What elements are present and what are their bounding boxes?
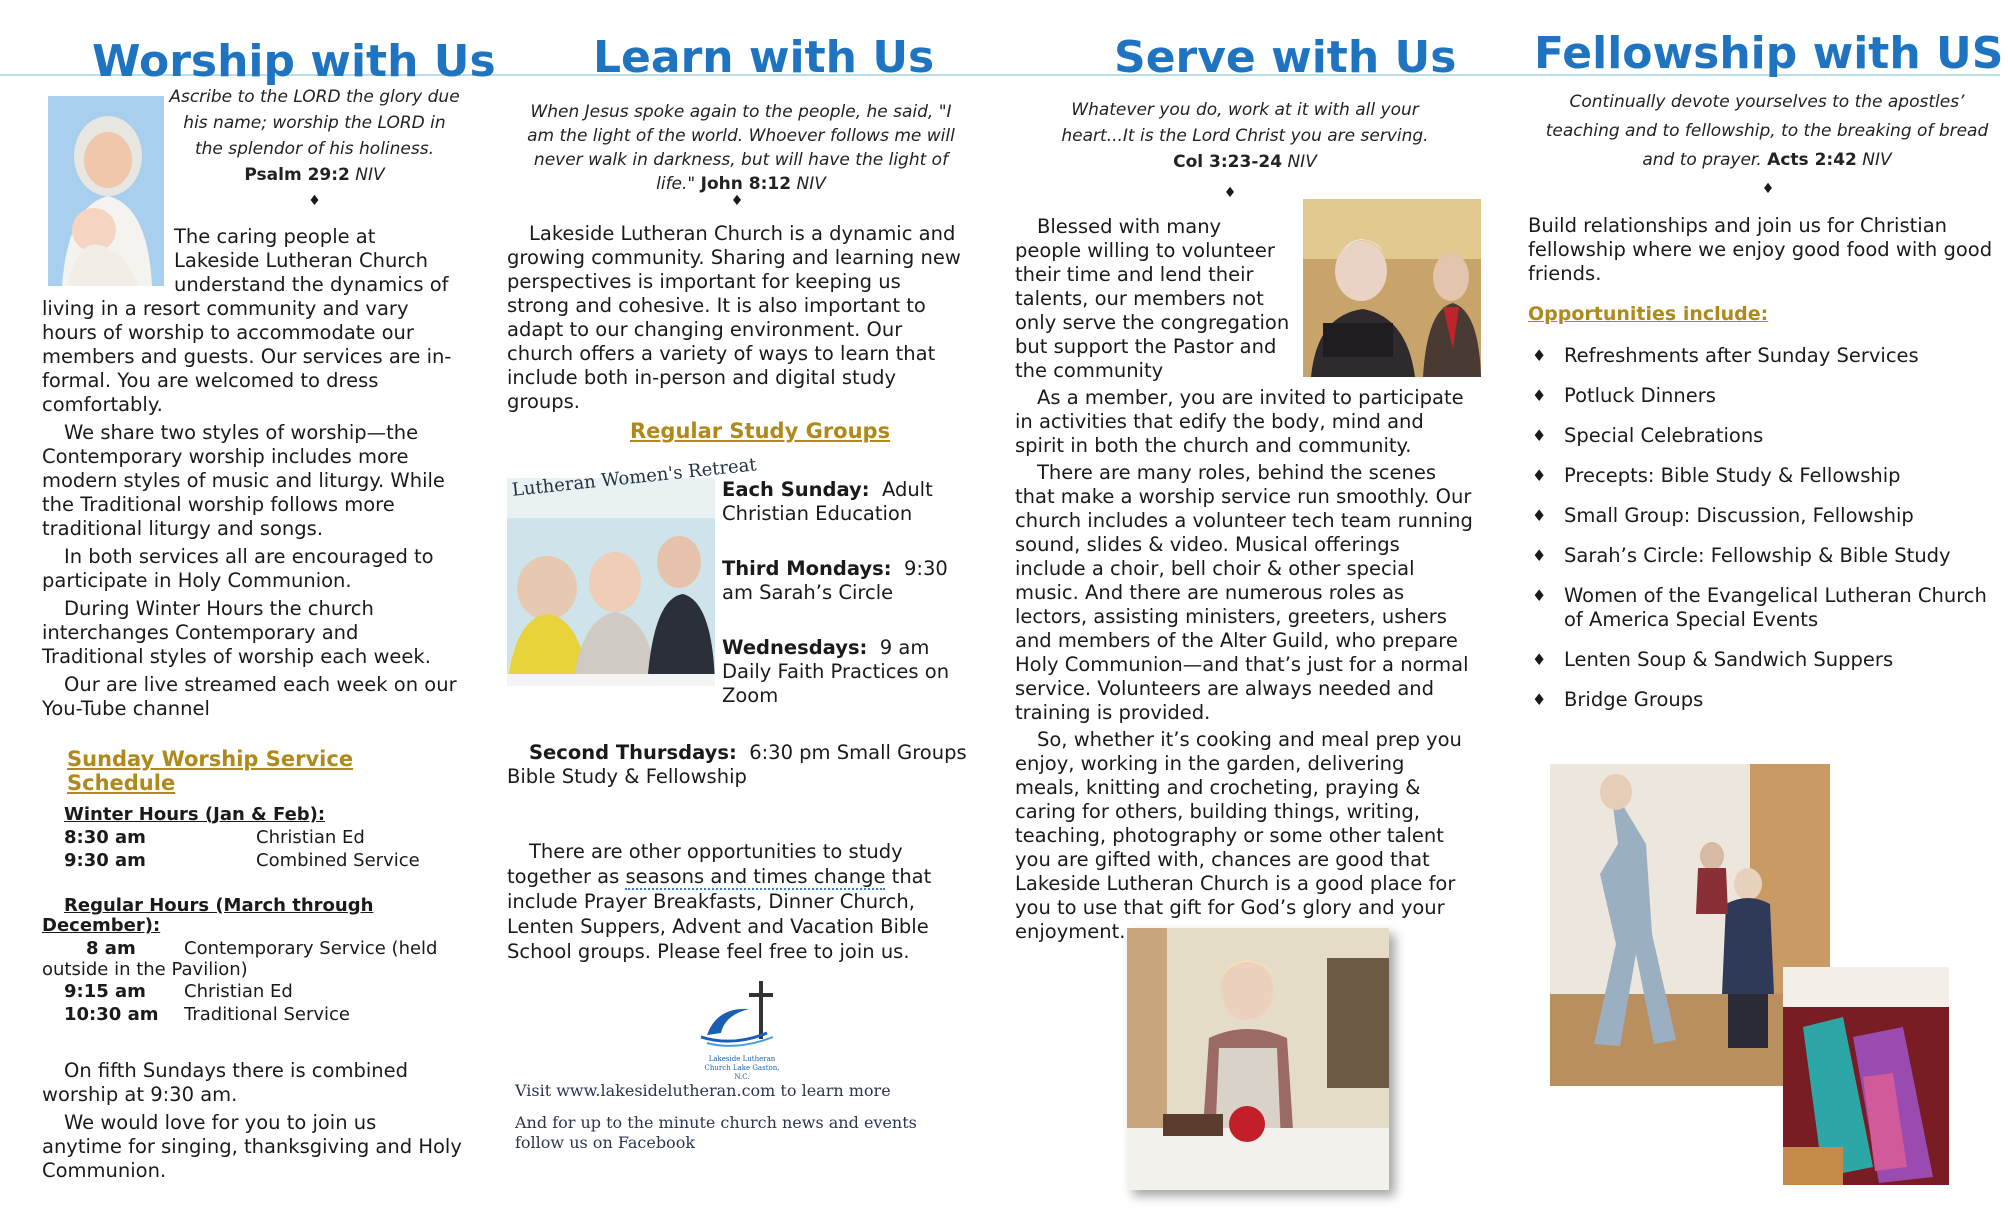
- worship-p3: In both services all are encouraged to participate in Holy Communion.: [42, 545, 434, 592]
- list-item: ♦ Women of the Evangelical Lutheran Church of America Special Events: [1528, 584, 2000, 632]
- worship-p6: On fifth Sundays there is combined worship at 9:30 am.: [42, 1059, 408, 1106]
- fellowship-p1: Build relationships and join us for Christian fellowship where we enjoy good food with good friends.: [1528, 214, 1993, 285]
- church-logo: [697, 977, 787, 1081]
- learn-p1: Lakeside Lutheran Church is a dynamic and growing community. Sharing and learning new perspectives is important for keeping us strong and cohesive. It is also important to adapt to our changing environment. Our church offers a variety of ways to learn that include both in-person and digital study groups.: [507, 222, 961, 413]
- worship-quote: Ascribe to the LORD the glory due his name; worship the LORD in the splendor of his holiness. Psalm 29:2 NIV: [169, 87, 460, 185]
- fellowship-title: Fellowship with US: [1534, 28, 2004, 79]
- photo-banner-text: Lutheran Women's Retreat: [511, 454, 758, 501]
- worship-p7: We would love for you to join us anytime for singing, thanksgiving and Holy Communion.: [42, 1111, 462, 1182]
- worship-p1: The caring people at Lakeside Lutheran Church understand the dynamics of living in a resort community and vary hours of worship to accommodate our members and guests. Our services are in-formal. You are welcomed to dress comfortably.: [42, 225, 452, 416]
- learn-column: [507, 0, 967, 1214]
- serve-title: Serve with Us: [1114, 32, 1457, 83]
- fellowship-body: [1528, 214, 2000, 286]
- opportunities-heading: Opportunities include:: [1528, 303, 1769, 325]
- schedule-row: [42, 849, 462, 872]
- serve-quote: Whatever you do, work at it with all your heart...It is the Lord Christ you are serving. Col 3:23-24 NIV: [1061, 100, 1429, 172]
- regular-heading: Regular Hours (March through December):: [42, 895, 374, 936]
- serve-p3: There are many roles, behind the scenes that make a worship service run smoothly. Our church includes a volunteer tech team running sound, slides & video. Musical offerings include a choir, bell choir & other special music. And there are numerous roles as lectors, assisting ministers, greeters, ushers and members of the Alter Guild, who prepare Holy Communion—and that’s just for a normal service. Volunteers are always needed and training is provided.: [1015, 461, 1473, 724]
- facebook-text: And for up to the minute church news and events follow us on Facebook: [515, 1113, 917, 1152]
- opportunities-list: [1528, 344, 2000, 728]
- fellowship-diamond: ♦: [1761, 181, 1775, 197]
- seasons-link: seasons and times change: [625, 865, 886, 888]
- study-groups-heading: Regular Study Groups: [630, 419, 891, 443]
- schedule-row: [42, 980, 462, 1003]
- worship-p5: Our are live streamed each week on our You-Tube channel: [42, 673, 457, 720]
- worship-p2: We share two styles of worship—the Contemporary worship includes more modern styles of music and liturgy. While the Traditional worship follows more traditional liturgy and songs.: [42, 421, 445, 540]
- photo-wrap-space: [42, 225, 174, 287]
- learn-body: [507, 222, 967, 414]
- worship-p4: During Winter Hours the church interchanges Contemporary and Traditional styles of worship each week.: [42, 597, 431, 668]
- schedule-row: [42, 1003, 462, 1026]
- schedule-row: [42, 938, 462, 980]
- knitting-photo: [1783, 967, 1949, 1185]
- list-item: ♦ Refreshments after Sunday Services: [1528, 344, 2000, 368]
- serve-body: [1015, 215, 1475, 944]
- serve-p4: So, whether it’s cooking and meal prep you enjoy, working in the garden, delivering meals, knitting and crocheting, praying & caring for others, building things, writing, teaching, photography or some other talent you are gifted with, chances are good that Lakeside Lutheran Church is a good place for you to use that gift for God’s glory and your enjoyment.: [1015, 728, 1462, 943]
- schedule-event: Christian Ed: [256, 827, 365, 848]
- schedule-event: Contemporary Service (held outside in the Pavilion): [42, 938, 438, 980]
- fellowship-quote: Continually devote yourselves to the apostles’ teaching and to fellowship, to the breaking of bread and to prayer. Acts 2:42 NIV: [1545, 92, 1989, 170]
- winter-heading: Winter Hours (Jan & Feb):: [64, 804, 326, 825]
- serve-p2: As a member, you are invited to participate in activities that edify the body, mind and spirit in both the church and community.: [1015, 386, 1464, 457]
- learn-quote-ref: John 8:12: [700, 174, 792, 194]
- retreat-photo: [507, 454, 758, 686]
- visit-text: Visit www.lakesidelutheran.com to learn more: [515, 1081, 891, 1100]
- list-item: ♦ Precepts: Bible Study & Fellowship: [1528, 464, 2000, 488]
- schedule-heading: Sunday Worship Service Schedule: [67, 747, 354, 795]
- learn-diamond: ♦: [730, 193, 744, 209]
- worship-quote-ref: Psalm 29:2: [244, 165, 350, 185]
- schedule-time: 8 am: [86, 938, 136, 959]
- worship-column: [42, 0, 496, 1214]
- list-item: ♦ Potluck Dinners: [1528, 384, 2000, 408]
- schedule-event: Traditional Service: [184, 1004, 350, 1025]
- worship-title: Worship with Us: [92, 36, 496, 87]
- logo-caption: Lakeside Lutheran Church Lake Gaston, N.C.: [704, 1055, 780, 1081]
- schedule-time: 9:30 am: [64, 850, 146, 871]
- schedule-event: Combined Service: [256, 850, 420, 871]
- study-groups-list: [722, 478, 967, 708]
- worship-closing: [42, 1059, 462, 1183]
- learn-quote: When Jesus spoke again to the people, he said, "I am the light of the world. Whoever follows me will never walk in darkness, but will have the light of life." John 8:12 NIV: [527, 102, 955, 194]
- serve-column: [1015, 0, 1475, 1214]
- fellowship-quote-ref: Acts 2:42: [1767, 150, 1857, 170]
- photo-wrap-space: [1291, 215, 1475, 375]
- winter-schedule: [42, 803, 462, 872]
- fellowship-column: [1528, 0, 2004, 1214]
- schedule-time: 10:30 am: [64, 1004, 159, 1025]
- kitchen-photo: [1127, 928, 1389, 1190]
- worship-diamond: ♦: [308, 193, 321, 209]
- list-item: ♦ Bridge Groups: [1528, 688, 2000, 712]
- group-item: Third Mondays: 9:30 am Sarah’s Circle: [722, 557, 948, 604]
- list-item: ♦ Small Group: Discussion, Fellowship: [1528, 504, 2000, 528]
- serve-diamond: ♦: [1223, 185, 1237, 201]
- list-item: ♦ Lenten Soup & Sandwich Suppers: [1528, 648, 2000, 672]
- regular-schedule: [42, 896, 462, 1026]
- schedule-event: Christian Ed: [184, 981, 293, 1002]
- group-item: Wednesdays: 9 am Daily Faith Practices on Zoom: [722, 636, 950, 707]
- learn-p2: There are other opportunities to study together as seasons and times change that include Prayer Breakfasts, Dinner Church, Lenten Suppers, Advent and Vacation Bible School groups. Please feel free to join us.: [507, 840, 932, 963]
- list-item: ♦ Sarah’s Circle: Fellowship & Bible Study: [1528, 544, 2000, 568]
- worship-body: [42, 225, 462, 721]
- schedule-time: 9:15 am: [64, 981, 146, 1002]
- serve-quote-ref: Col 3:23-24: [1173, 152, 1283, 172]
- learn-title: Learn with Us: [593, 32, 935, 83]
- schedule-row: [42, 826, 462, 849]
- list-item: ♦ Special Celebrations: [1528, 424, 2000, 448]
- serve-p1: Blessed with many people willing to volunteer their time and lend their talents, our members not only serve the congregation but support the Pastor and the community: [1015, 215, 1475, 383]
- group-item: Each Sunday: Adult Christian Education: [722, 478, 933, 525]
- schedule-time: 8:30 am: [64, 827, 146, 848]
- group-item-thursdays: Second Thursdays: 6:30 pm Small Groups Bible Study & Fellowship: [507, 741, 967, 788]
